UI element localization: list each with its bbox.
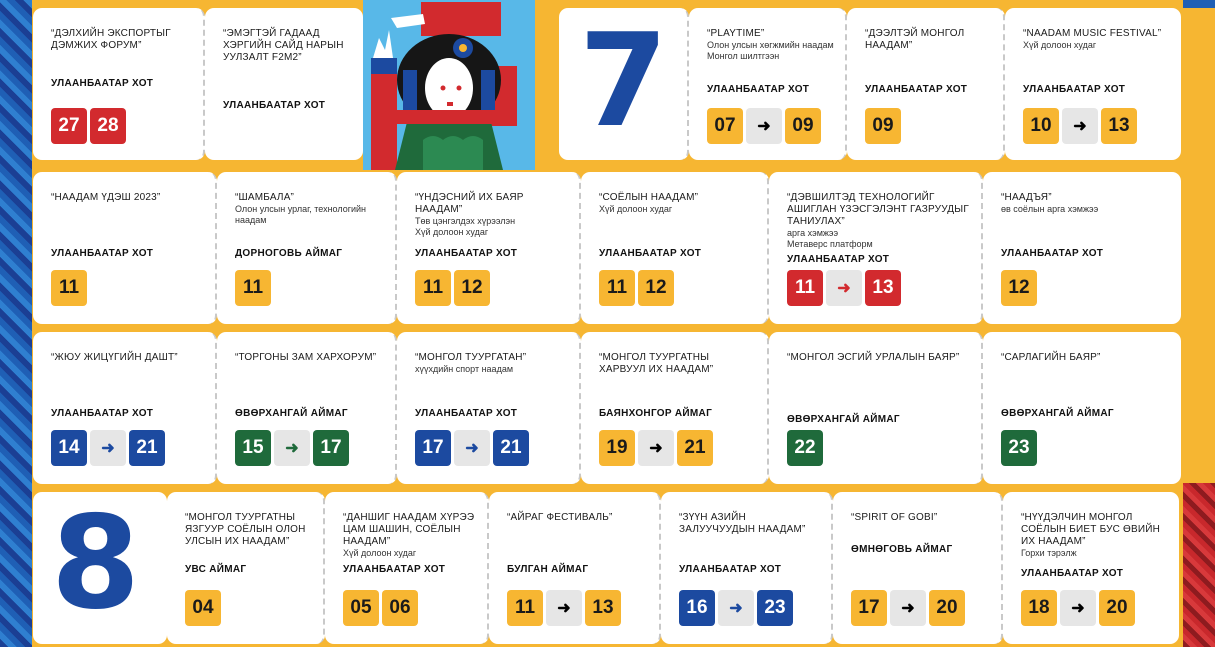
- event-dates: [51, 108, 126, 144]
- event-card-6[interactable]: [217, 172, 397, 324]
- date-start: 11: [599, 270, 635, 306]
- date-end: 13: [1101, 108, 1137, 144]
- event-location: УЛААНБААТАР ХОТ: [1021, 568, 1124, 579]
- row3-group: [33, 332, 1181, 484]
- date-start: 14: [51, 430, 87, 466]
- event-title: “МОНГОЛ ЭСГИЙ УРЛАЛЫН БАЯР”: [787, 352, 960, 363]
- event-dates: [343, 590, 418, 626]
- date-end: 28: [90, 108, 126, 144]
- event-title: “ДЭВШИЛТЭД ТЕХНОЛОГИЙГ АШИГЛАН ҮЗЭСГЭЛЭНТ ГАЗРУУДЫГ ТАНИУЛАХ”: [787, 192, 969, 227]
- event-location: УЛААНБААТАР ХОТ: [1001, 248, 1104, 259]
- event-dates: [707, 108, 821, 144]
- event-title: “PLAYTIME”: [707, 28, 765, 39]
- event-dates: [599, 270, 674, 306]
- date-end: 20: [929, 590, 965, 626]
- event-card-18[interactable]: [325, 492, 489, 644]
- event-dates: [1023, 108, 1137, 144]
- event-card-3[interactable]: [847, 8, 1005, 160]
- event-card-5[interactable]: [33, 172, 217, 324]
- row1-left-group: [33, 8, 363, 160]
- date-end: 21: [493, 430, 529, 466]
- date-single: 22: [787, 430, 823, 466]
- event-title: “АЙРАГ ФЕСТИВАЛЬ”: [507, 512, 613, 523]
- event-dates: [851, 590, 965, 626]
- event-dates: [51, 430, 165, 466]
- event-card-21[interactable]: [833, 492, 1003, 644]
- date-single: 11: [51, 270, 87, 306]
- event-location: БАЯНХОНГОР АЙМАГ: [599, 408, 713, 419]
- date-single: 11: [235, 270, 271, 306]
- date-end: 23: [757, 590, 793, 626]
- event-title: “СОЁЛЫН НААДАМ”: [599, 192, 699, 203]
- date-start: 10: [1023, 108, 1059, 144]
- event-subtitle: Олон улсын урлаг, технологийн наадам: [235, 204, 367, 225]
- event-location: ДОРНОГОВЬ АЙМАГ: [235, 248, 343, 259]
- event-title: “ЭМЭГТЭЙ ГАДААД ХЭРГИЙН САЙД НАРЫН УУЛЗАЛТ F2M2”: [223, 28, 344, 63]
- event-dates: [235, 270, 271, 306]
- row2-group: [33, 172, 1181, 324]
- date-start: 11: [415, 270, 451, 306]
- event-location: УЛААНБААТАР ХОТ: [51, 408, 154, 419]
- event-location: УЛААНБААТАР ХОТ: [223, 100, 326, 111]
- date-end: 20: [1099, 590, 1135, 626]
- event-title: “МОНГОЛ ТУУРГАТНЫ ЯЗГУУР СОЁЛЫН ОЛОН УЛСЫН ИХ НААДАМ”: [185, 512, 306, 547]
- date-start: 11: [787, 270, 823, 306]
- event-subtitle: хүүхдийн спорт наадам: [415, 364, 514, 374]
- date-start: 11: [507, 590, 543, 626]
- event-dates: [415, 430, 529, 466]
- event-dates: [51, 270, 87, 306]
- event-card-13[interactable]: [397, 332, 581, 484]
- event-subtitle: Горхи тэрэлж: [1021, 548, 1077, 558]
- event-location: УЛААНБААТАР ХОТ: [51, 248, 154, 259]
- event-location: ӨМНӨГОВЬ АЙМАГ: [851, 544, 953, 555]
- event-card-7[interactable]: [397, 172, 581, 324]
- event-card-9[interactable]: [769, 172, 983, 324]
- event-dates: [679, 590, 793, 626]
- event-location: УЛААНБААТАР ХОТ: [787, 254, 890, 265]
- date-single: 09: [865, 108, 901, 144]
- event-location: ӨВӨРХАНГАЙ АЙМАГ: [1001, 408, 1114, 419]
- arrow-right-icon: ➜: [1060, 590, 1096, 626]
- date-start: 17: [415, 430, 451, 466]
- date-end: 13: [585, 590, 621, 626]
- event-subtitle: өв соёлын арга хэмжээ: [1001, 204, 1099, 214]
- event-card-22[interactable]: [1003, 492, 1179, 644]
- arrow-right-icon: ➜: [718, 590, 754, 626]
- event-title: “ЖЮУ ЖИЦҮГИЙН ДАШТ”: [51, 352, 178, 363]
- date-start: 18: [1021, 590, 1057, 626]
- event-card-11[interactable]: [33, 332, 217, 484]
- event-dates: [787, 270, 901, 306]
- event-card-8[interactable]: [581, 172, 769, 324]
- arrow-right-icon: ➜: [890, 590, 926, 626]
- event-card-16[interactable]: [983, 332, 1181, 484]
- arrow-right-icon: ➜: [454, 430, 490, 466]
- event-dates: [865, 108, 901, 144]
- event-card-12[interactable]: [217, 332, 397, 484]
- date-single: 23: [1001, 430, 1037, 466]
- row4-group: [33, 489, 1179, 644]
- date-single: 04: [185, 590, 221, 626]
- event-location: БУЛГАН АЙМАГ: [507, 564, 589, 575]
- event-location: УЛААНБААТАР ХОТ: [415, 408, 518, 419]
- date-end: 21: [677, 430, 713, 466]
- date-end: 13: [865, 270, 901, 306]
- month-number: 7: [579, 7, 669, 156]
- event-location: УЛААНБААТАР ХОТ: [343, 564, 446, 575]
- event-location: УЛААНБААТАР ХОТ: [865, 84, 968, 95]
- event-title: “НААДЪЯ”: [1001, 192, 1052, 203]
- date-start: 16: [679, 590, 715, 626]
- event-subtitle: арга хэмжээ Метаверс платформ: [787, 228, 873, 249]
- right-pattern-top: [1183, 0, 1215, 8]
- event-title: “ШАМБАЛА”: [235, 192, 295, 203]
- event-dates: [787, 430, 823, 466]
- event-dates: [1021, 590, 1135, 626]
- event-title: “ТОРГОНЫ ЗАМ ХАРХОРУМ”: [235, 352, 377, 363]
- event-title: “МОНГОЛ ТУУРГАТНЫ ХАРВУУЛ ИХ НААДАМ”: [599, 352, 714, 375]
- event-card-14[interactable]: [581, 332, 769, 484]
- event-subtitle: Хүй долоон худаг: [1023, 40, 1097, 50]
- event-subtitle: Олон улсын хөгжмийн наадам Монгол шилтгээн: [707, 40, 834, 61]
- event-subtitle: Хүй долоон худаг: [343, 548, 417, 558]
- event-location: УВС АЙМАГ: [185, 564, 247, 575]
- event-dates: [507, 590, 621, 626]
- date-end: 12: [454, 270, 490, 306]
- event-title: “НҮҮДЭЛЧИН МОНГОЛ СОЁЛЫН БИЕТ БУС ӨВИЙН ИХ НААДАМ”: [1021, 512, 1161, 547]
- date-start: 19: [599, 430, 635, 466]
- arrow-right-icon: ➜: [1062, 108, 1098, 144]
- event-dates: [415, 270, 490, 306]
- arrow-right-icon: ➜: [274, 430, 310, 466]
- event-dates: [185, 590, 221, 626]
- naadam-illustration: [363, 0, 535, 170]
- event-dates: [1001, 270, 1037, 306]
- event-title: “ДЭЭЛТЭЙ МОНГОЛ НААДАМ”: [865, 28, 965, 51]
- event-location: УЛААНБААТАР ХОТ: [1023, 84, 1126, 95]
- event-title: “ДАНШИГ НААДАМ ХҮРЭЭ ЦАМ ШАШИН, СОЁЛЫН НААДАМ”: [343, 512, 475, 547]
- month-number: 8: [51, 489, 141, 638]
- event-card-20[interactable]: [661, 492, 833, 644]
- event-card-19[interactable]: [489, 492, 661, 644]
- event-title: “МОНГОЛ ТУУРГАТАН”: [415, 352, 527, 363]
- date-end: 17: [313, 430, 349, 466]
- event-location: УЛААНБААТАР ХОТ: [707, 84, 810, 95]
- event-title: “ҮНДЭСНИЙ ИХ БАЯР НААДАМ”: [415, 192, 524, 215]
- date-end: 06: [382, 590, 418, 626]
- event-dates: [599, 430, 713, 466]
- event-title: “САРЛАГИЙН БАЯР”: [1001, 352, 1101, 363]
- row1-right-group: [559, 8, 1181, 160]
- arrow-right-icon: ➜: [746, 108, 782, 144]
- event-dates: [1001, 430, 1037, 466]
- event-card-1[interactable]: [205, 8, 363, 160]
- event-title: “NAADAM MUSIC FESTIVAL”: [1023, 28, 1162, 39]
- event-card-4[interactable]: [1005, 8, 1181, 160]
- event-subtitle: Төв цэнгэлдэх хүрээлэн Хүй долоон худаг: [415, 216, 516, 237]
- arrow-right-icon: ➜: [638, 430, 674, 466]
- event-card-0[interactable]: [33, 8, 205, 160]
- event-title: “SPIRIT OF GOBI”: [851, 512, 938, 523]
- event-location: ӨВӨРХАНГАЙ АЙМАГ: [235, 408, 348, 419]
- date-start: 15: [235, 430, 271, 466]
- left-pattern-border: [0, 0, 32, 647]
- arrow-right-icon: ➜: [826, 270, 862, 306]
- month-card-august: [33, 489, 167, 644]
- event-card-15[interactable]: [769, 332, 983, 484]
- event-location: УЛААНБААТАР ХОТ: [599, 248, 702, 259]
- date-start: 07: [707, 108, 743, 144]
- date-single: 12: [1001, 270, 1037, 306]
- date-end: 21: [129, 430, 165, 466]
- event-location: УЛААНБААТАР ХОТ: [679, 564, 782, 575]
- date-start: 17: [851, 590, 887, 626]
- event-dates: [235, 430, 349, 466]
- date-start: 27: [51, 108, 87, 144]
- event-title: “НААДАМ ҮДЭШ 2023”: [51, 192, 161, 203]
- event-location: ӨВӨРХАНГАЙ АЙМАГ: [787, 414, 900, 425]
- event-subtitle: Хүй долоон худаг: [599, 204, 673, 214]
- date-end: 09: [785, 108, 821, 144]
- arrow-right-icon: ➜: [90, 430, 126, 466]
- month-card-july: [559, 8, 689, 160]
- event-location: УЛААНБААТАР ХОТ: [51, 78, 154, 89]
- event-location: УЛААНБААТАР ХОТ: [415, 248, 518, 259]
- right-pattern-border: [1183, 483, 1215, 647]
- event-title: “ДЭЛХИЙН ЭКСПОРТЫГ ДЭМЖИХ ФОРУМ”: [51, 28, 171, 51]
- date-end: 12: [638, 270, 674, 306]
- event-card-17[interactable]: [167, 492, 325, 644]
- event-card-2[interactable]: [689, 8, 847, 160]
- event-title: “ЗҮҮН АЗИЙН ЗАЛУУЧУУДЫН НААДАМ”: [679, 512, 806, 535]
- arrow-right-icon: ➜: [546, 590, 582, 626]
- date-start: 05: [343, 590, 379, 626]
- event-card-10[interactable]: [983, 172, 1181, 324]
